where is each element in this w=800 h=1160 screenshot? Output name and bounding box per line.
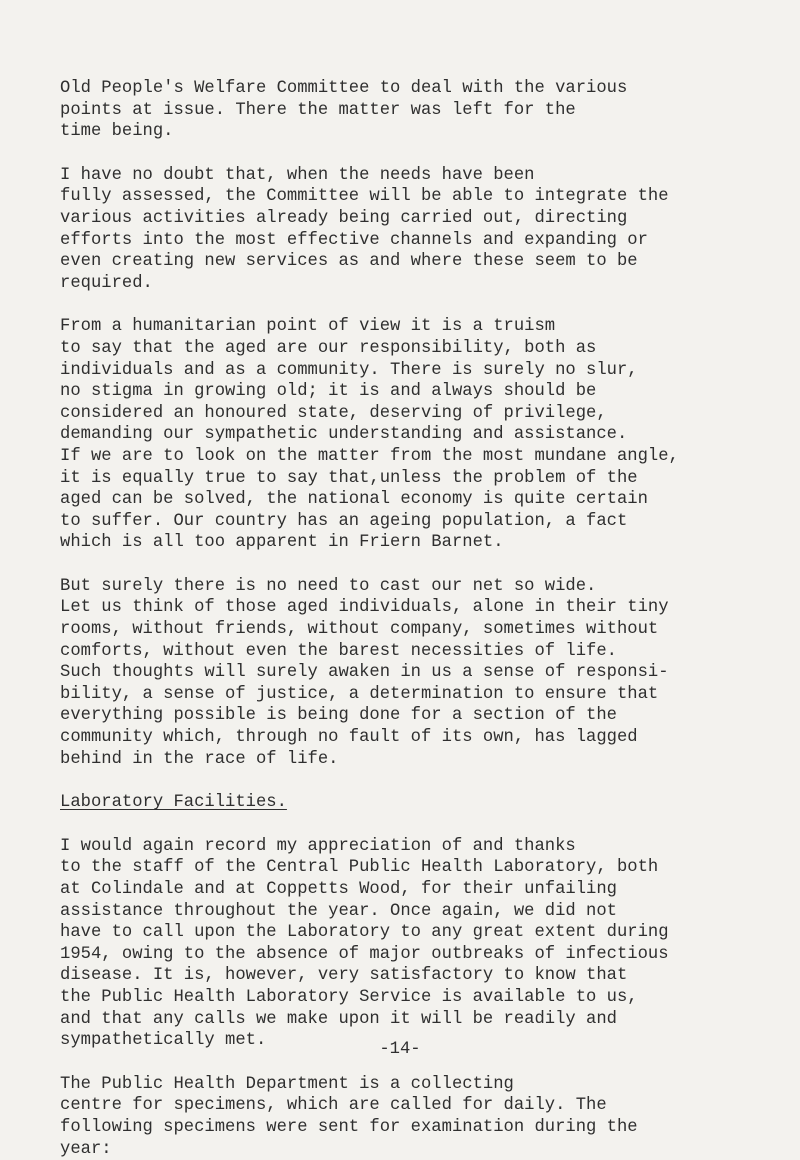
paragraph-welfare-committee: Old People's Welfare Committee to deal with the various points at issue. There the matter was left for the time being.: [60, 79, 628, 142]
paragraph-needs-assessed: I have no doubt that, when the needs have been fully assessed, the Committee will be able to integrate the various activities already being carried out, directing efforts into the most effective channels and expanding or even creating new services as and where these seem to be required.: [60, 165, 669, 293]
paragraph-humanitarian: From a humanitarian point of view it is a truism to say that the aged are our responsibility, both as individuals and as a community. There is surely no slur, no stigma in growing old; it is and always should be considered an honoured state, deserving of privilege, demanding our sympathetic understanding and assistance. If we are to look on the matter from the most mundane angle, it is equally true to say that,unless the problem of the aged can be solved, the national economy is quite certain to suffer. Our country has an ageing population, a fact which is all too apparent in Friern Barnet.: [60, 317, 679, 553]
paragraph-laboratory-thanks: I would again record my appreciation of and thanks to the staff of the Central Public Health Laboratory, both at Colindale and at Coppetts Wood, for their unfailing assistance throughout the year. Once again, we did not have to call upon the Laboratory to any great extent during 1954, owing to the absence of major outbreaks of infectious disease. It is, however, very satisfactory to know that the Public Health Laboratory Service is available to us, and that any calls we make upon it will be readily and sympathetically met.: [60, 836, 669, 1051]
document-page: [60, 78, 775, 1160]
section-heading-laboratory: Laboratory Facilities.: [60, 793, 287, 813]
page-number: -14-: [379, 1040, 421, 1059]
paragraph-specimens: The Public Health Department is a collecting centre for specimens, which are called for daily. The following specimens were sent for examination during the year:: [60, 1074, 638, 1159]
paragraph-cast-net: But surely there is no need to cast our net so wide. Let us think of those aged individuals, alone in their tiny rooms, without friends, without company, sometimes without comforts, without even the barest necessities of life. Such thoughts will surely awaken in us a sense of responsi- bility, a sense of justice, a determination to ensure that everything possible is being done for a section of the community which, through no fault of its own, has lagged behind in the race of life.: [60, 576, 669, 769]
